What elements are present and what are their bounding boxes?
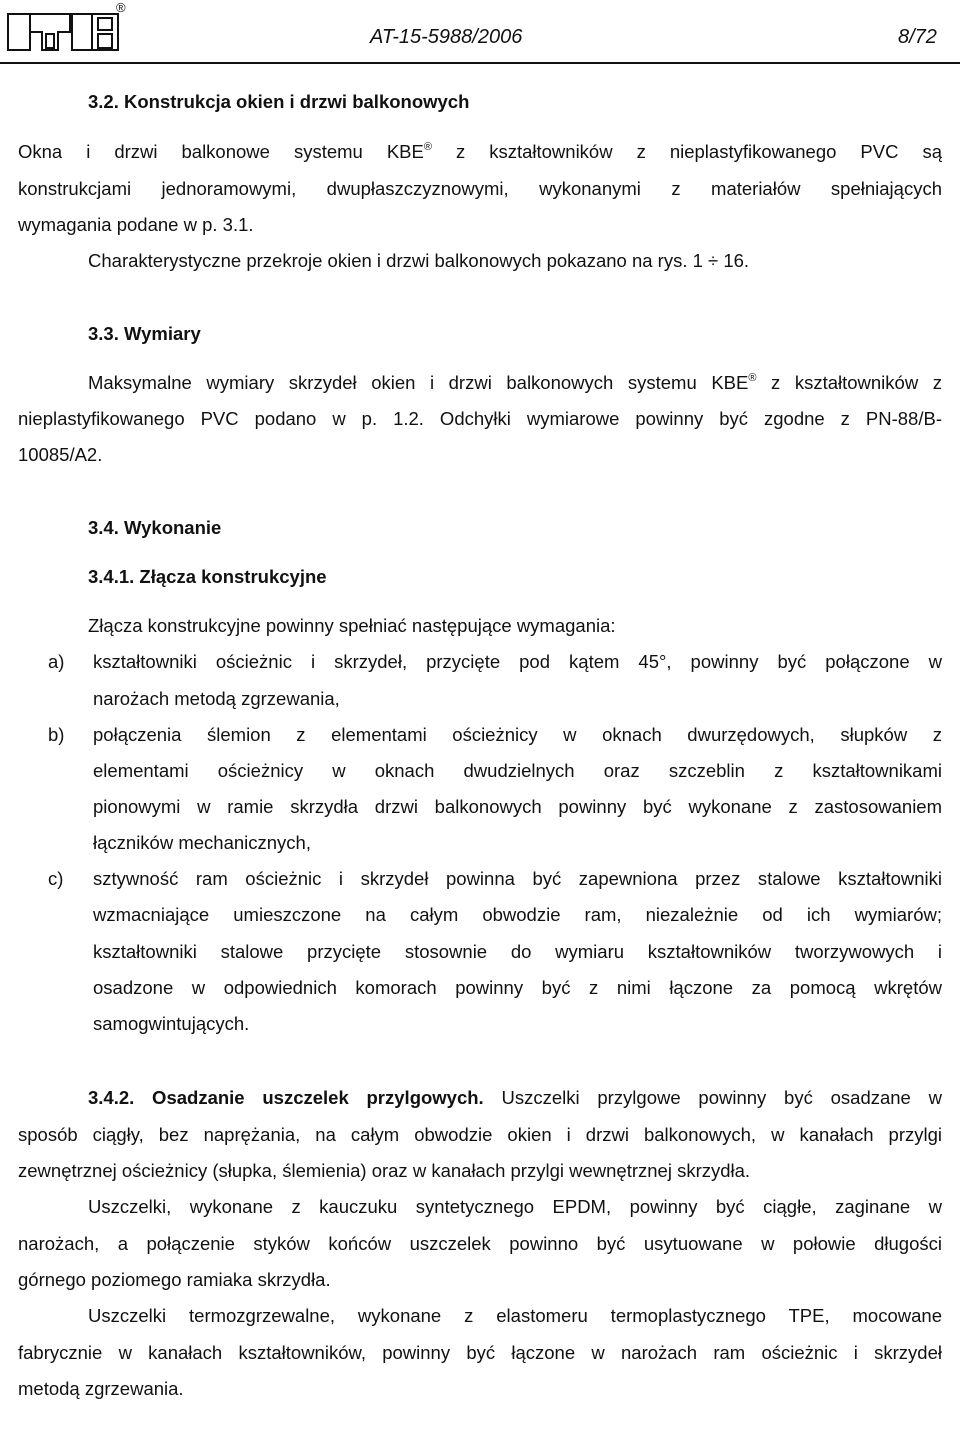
- section-3-3-heading: 3.3. Wymiary: [88, 323, 201, 344]
- page-number: 8/72: [898, 26, 937, 48]
- section-3-2-figures-note: Charakterystyczne przekroje okien i drzwi balkonowych pokazano na rys. 1 ÷ 16.: [88, 250, 750, 271]
- list-item-b-line-2: elementami ościeżnicy w oknach dwudzielnych oraz szczeblin z kształtownikami: [93, 760, 942, 781]
- document-reference: AT-15-5988/2006: [370, 26, 523, 48]
- section-3-4-2-p3-line-3: metodą zgrzewania.: [18, 1378, 184, 1399]
- list-item-b-line-1: połączenia ślemion z elementami ościeżnicy w oknach dwurzędowych, słupków z: [93, 724, 942, 745]
- list-item-c-line-5: samogwintujących.: [93, 1013, 250, 1034]
- list-item-a-line-1: kształtowniki ościeżnic i skrzydeł, przycięte pod kątem 45°, powinny być połączone w: [93, 651, 942, 672]
- section-3-4-2-p2-line-1: Uszczelki, wykonane z kauczuku syntetycznego EPDM, powinny być ciągłe, zaginane w: [88, 1196, 942, 1217]
- text-run: z kształtowników z: [756, 372, 943, 393]
- list-item-label: a): [48, 651, 65, 672]
- section-3-4-2-p3-line-1: Uszczelki termozgrzewalne, wykonane z elastomeru termoplastycznego TPE, mocowane: [88, 1305, 942, 1326]
- header-divider: [0, 62, 960, 64]
- section-3-2-heading: 3.2. Konstrukcja okien i drzwi balkonowych: [88, 91, 470, 112]
- section-3-4-heading: 3.4. Wykonanie: [88, 517, 222, 538]
- list-item-b-line-4: łączników mechanicznych,: [93, 832, 311, 853]
- list-item-c-line-1: sztywność ram ościeżnic i skrzydeł powinna być zapewniona przez stalowe kształtowniki: [93, 868, 942, 889]
- list-item-c-line-3: kształtowniki stalowe przycięte stosownie do wymiaru kształtowników tworzywowych i: [93, 941, 942, 962]
- list-item-b-line-3: pionowymi w ramie skrzydła drzwi balkonowych powinny być wykonane z zastosowaniem: [93, 796, 942, 817]
- section-3-4-1-intro: Złącza konstrukcyjne powinny spełniać następujące wymagania:: [88, 615, 616, 636]
- section-3-4-2-heading: 3.4.2. Osadzanie uszczelek przylgowych.: [88, 1087, 484, 1108]
- registered-sup: ®: [748, 372, 757, 384]
- list-item-a-line-2: narożach metodą zgrzewania,: [93, 688, 340, 709]
- section-3-4-2-line-3: zewnętrznej ościeżnicy (słupka, ślemienia) oraz w kanałach przylgi wewnętrznej skrzydła.: [18, 1160, 751, 1181]
- section-3-3-line-2: nieplastyfikowanego PVC podano w p. 1.2. Odchyłki wymiarowe powinny być zgodne z PN-88/B-: [18, 408, 942, 429]
- list-item-c-line-4: osadzone w odpowiednich komorach powinny być z nimi łączone za pomocą wkrętów: [93, 977, 942, 998]
- list-item-c-line-2: wzmacniające umieszczone na całym obwodzie ram, niezależnie od ich wymiarów;: [93, 904, 942, 925]
- section-3-2-paragraph-line-1: [18, 140, 942, 164]
- section-3-4-2-line-1: [88, 1086, 942, 1110]
- text-run: Uszczelki przylgowe powinny być osadzane w: [483, 1087, 942, 1108]
- section-3-4-2-p2-line-2: narożach, a połączenie styków końców uszczelek powinno być usytuowane w połowie długości: [18, 1233, 942, 1254]
- text-run: Okna i drzwi balkonowe systemu KBE: [18, 141, 424, 162]
- text-run: Maksymalne wymiary skrzydeł okien i drzwi balkonowych systemu KBE: [88, 372, 749, 393]
- text-run: z kształtowników z nieplastyfikowanego PVC są: [431, 141, 943, 162]
- registered-sup: ®: [423, 141, 432, 153]
- list-item-label: c): [48, 868, 64, 889]
- section-3-2-paragraph-line-3: wymagania podane w p. 3.1.: [18, 214, 254, 235]
- itb-logo: [6, 4, 130, 52]
- section-3-3-line-1: [88, 371, 942, 395]
- section-3-2-paragraph-line-2: konstrukcjami jednoramowymi, dwupłaszczyznowymi, wykonanymi z materiałów spełniających: [18, 178, 942, 199]
- section-3-4-2-line-2: sposób ciągły, bez naprężania, na całym obwodzie okien i drzwi balkonowych, w kanałach przylgi: [18, 1124, 942, 1145]
- section-3-4-2-p2-line-3: górnego poziomego ramiaka skrzydła.: [18, 1269, 331, 1290]
- page-header: [0, 0, 960, 70]
- registered-mark: ®: [116, 0, 126, 15]
- section-3-3-line-3: 10085/A2.: [18, 444, 103, 465]
- section-3-4-2-p3-line-2: fabrycznie w kanałach kształtowników, powinny być łączone w narożach ram ościeżnic i skrzydeł: [18, 1342, 942, 1363]
- list-item-label: b): [48, 724, 65, 745]
- section-3-4-1-heading: 3.4.1. Złącza konstrukcyjne: [88, 566, 327, 587]
